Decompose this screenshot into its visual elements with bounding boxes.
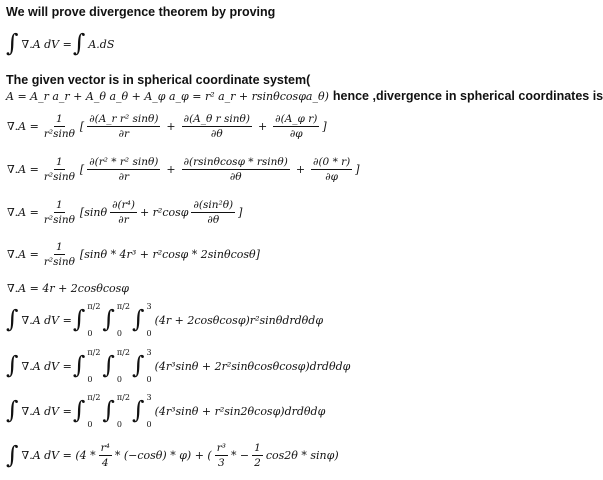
eq8-lhs: ∇.A dV =	[21, 404, 72, 418]
integral-sign: ∫	[6, 351, 19, 379]
eq2-plus: +	[295, 163, 306, 177]
eq2-frac-3: $\frac{\partial(rsin\theta\cos\varphi * rsin\theta)}{\partial\theta}$	[183, 156, 288, 184]
eq2-close: ]	[355, 163, 360, 177]
eq3-frac-3: $\frac{\text{∂(sin²θ)}}{\partial\theta}$	[193, 199, 234, 227]
eq6-lhs: ∇.A dV =	[21, 313, 72, 327]
heading-vector: The given vector is in spherical coordinate system(	[6, 73, 311, 87]
eq-theorem-left: ∇.A dV =	[21, 37, 72, 51]
integral-sign: ∫	[72, 396, 86, 424]
integral-sign: ∫	[102, 396, 115, 424]
heading-prove: We will prove divergence theorem by proving	[6, 5, 276, 19]
integral-sign: ∫	[102, 351, 115, 379]
eq9-frac-1: $\frac{\text{r⁴}}{4}$	[100, 442, 110, 470]
eq8-body: (4r³sinθ + r²sin2θcosφ)drdθdφ	[154, 404, 326, 418]
equation-divergence-result	[6, 282, 130, 295]
eq7-limits-3: 3 0	[146, 348, 152, 384]
equation-divergence-general	[6, 113, 328, 140]
integral-sign: ∫	[72, 29, 86, 57]
equation-volume-integral-setup	[6, 302, 324, 338]
equation-vector	[6, 89, 603, 103]
eq9-mid1: * (−cosθ) * φ) + (	[114, 449, 212, 463]
eq8-limits-3: 3 0	[146, 393, 152, 429]
equation-divergence-substituted	[6, 156, 361, 183]
eq1-open: [	[79, 120, 85, 134]
integral-sign: ∫	[102, 305, 115, 333]
eq6-body: (4r + 2cosθcosφ)r²sinθdrdθdφ	[154, 313, 324, 327]
equation-divergence-simplified	[6, 199, 243, 226]
eq-theorem-right: A.dS	[88, 37, 115, 51]
eq6-limits-3: 3 0	[146, 302, 152, 338]
eq2-frac-1: $\frac{1}{\text{r²sinθ}}$	[43, 156, 75, 184]
equation-divergence-theorem	[6, 29, 115, 57]
eq2-frac-4: $\frac{\partial(0 * r)}{\partial\varphi}$	[313, 156, 351, 184]
equation-volume-integral-sin2	[6, 393, 326, 429]
eq1-frac-2: $\frac{\text{∂(A\_r r² sinθ)}}{\partial r}$	[89, 113, 159, 141]
integral-sign: ∫	[72, 305, 86, 333]
eq7-limits-1: π/2 0	[87, 348, 101, 384]
integral-sign: ∫	[6, 305, 19, 333]
eq1-frac-3: $\frac{\text{∂(A\_θ r sinθ)}}{\partial\theta}$	[183, 113, 250, 141]
eq2-open: [	[79, 163, 85, 177]
eq1-frac-4: $\frac{\text{∂(A\_φ r)}}{\partial\varphi}$	[275, 113, 318, 141]
integral-sign: ∫	[6, 440, 19, 469]
integral-sign: ∫	[6, 29, 19, 57]
eq7-lhs: ∇.A dV =	[21, 359, 72, 373]
equation-volume-integral-expanded	[6, 348, 351, 384]
eq-vector-text: hence ,divergence in spherical coordinates is	[332, 89, 603, 103]
equation-volume-integral-antiderivative	[6, 442, 340, 469]
integral-sign: ∫	[72, 351, 86, 379]
eq3-frac-2: $\frac{\text{∂(r⁴)}}{\partial r}$	[112, 199, 135, 227]
eq-vector-math: A = A_r a_r + A_θ a_θ + A_φ a_φ = r² a_r + rsinθcosφa_θ)	[6, 90, 329, 103]
eq2-plus: +	[166, 163, 176, 177]
eq4-frac-1: $\frac{1}{\text{r²sinθ}}$	[43, 241, 75, 269]
eq3-lhs: ∇.A =	[7, 206, 39, 220]
eq9-mid2: * −	[230, 449, 250, 463]
eq1-plus: +	[257, 120, 268, 134]
eq6-limits-2: π/2 0	[116, 302, 130, 338]
integral-sign: ∫	[131, 396, 145, 424]
eq9-frac-2: $\frac{\text{r³}}{3}$	[216, 442, 226, 470]
eq8-limits-2: π/2 0	[116, 393, 130, 429]
integral-sign: ∫	[131, 351, 145, 379]
integral-sign: ∫	[6, 396, 19, 424]
eq5-text: ∇.A = 4r + 2cosθcosφ	[7, 282, 129, 295]
eq1-lhs: ∇.A =	[7, 120, 39, 134]
eq3-mid: + r²cosφ	[139, 206, 189, 220]
eq6-limits-1: π/2 0	[87, 302, 101, 338]
eq1-plus: +	[166, 120, 176, 134]
eq9-end: cos2θ * sinφ)	[265, 449, 339, 463]
eq9-lhs: ∇.A dV = (4 *	[21, 449, 96, 463]
eq9-frac-3: $\frac{1}{2}$	[254, 442, 261, 470]
eq4-lhs: ∇.A =	[7, 248, 39, 262]
eq3-pre: [sinθ	[79, 206, 108, 220]
equation-divergence-derivatives	[6, 241, 261, 268]
eq8-limits-1: π/2 0	[87, 393, 101, 429]
integral-sign: ∫	[131, 305, 145, 333]
eq2-frac-2: $\frac{\text{∂(r² * r² sinθ)}}{\partial r}$	[89, 156, 159, 184]
eq7-limits-2: π/2 0	[116, 348, 130, 384]
eq2-lhs: ∇.A =	[7, 163, 39, 177]
eq4-body: [sinθ * 4r³ + r²cosφ * 2sinθcosθ]	[79, 248, 260, 262]
eq1-close: ]	[322, 120, 327, 134]
eq3-frac-1: $\frac{1}{\text{r²sinθ}}$	[43, 199, 75, 227]
eq3-close: ]	[238, 206, 243, 220]
eq7-body: (4r³sinθ + 2r²sinθcosθcosφ)drdθdφ	[154, 359, 351, 373]
eq1-frac-1: $\frac{1}{\text{r²sinθ}}$	[43, 113, 75, 141]
